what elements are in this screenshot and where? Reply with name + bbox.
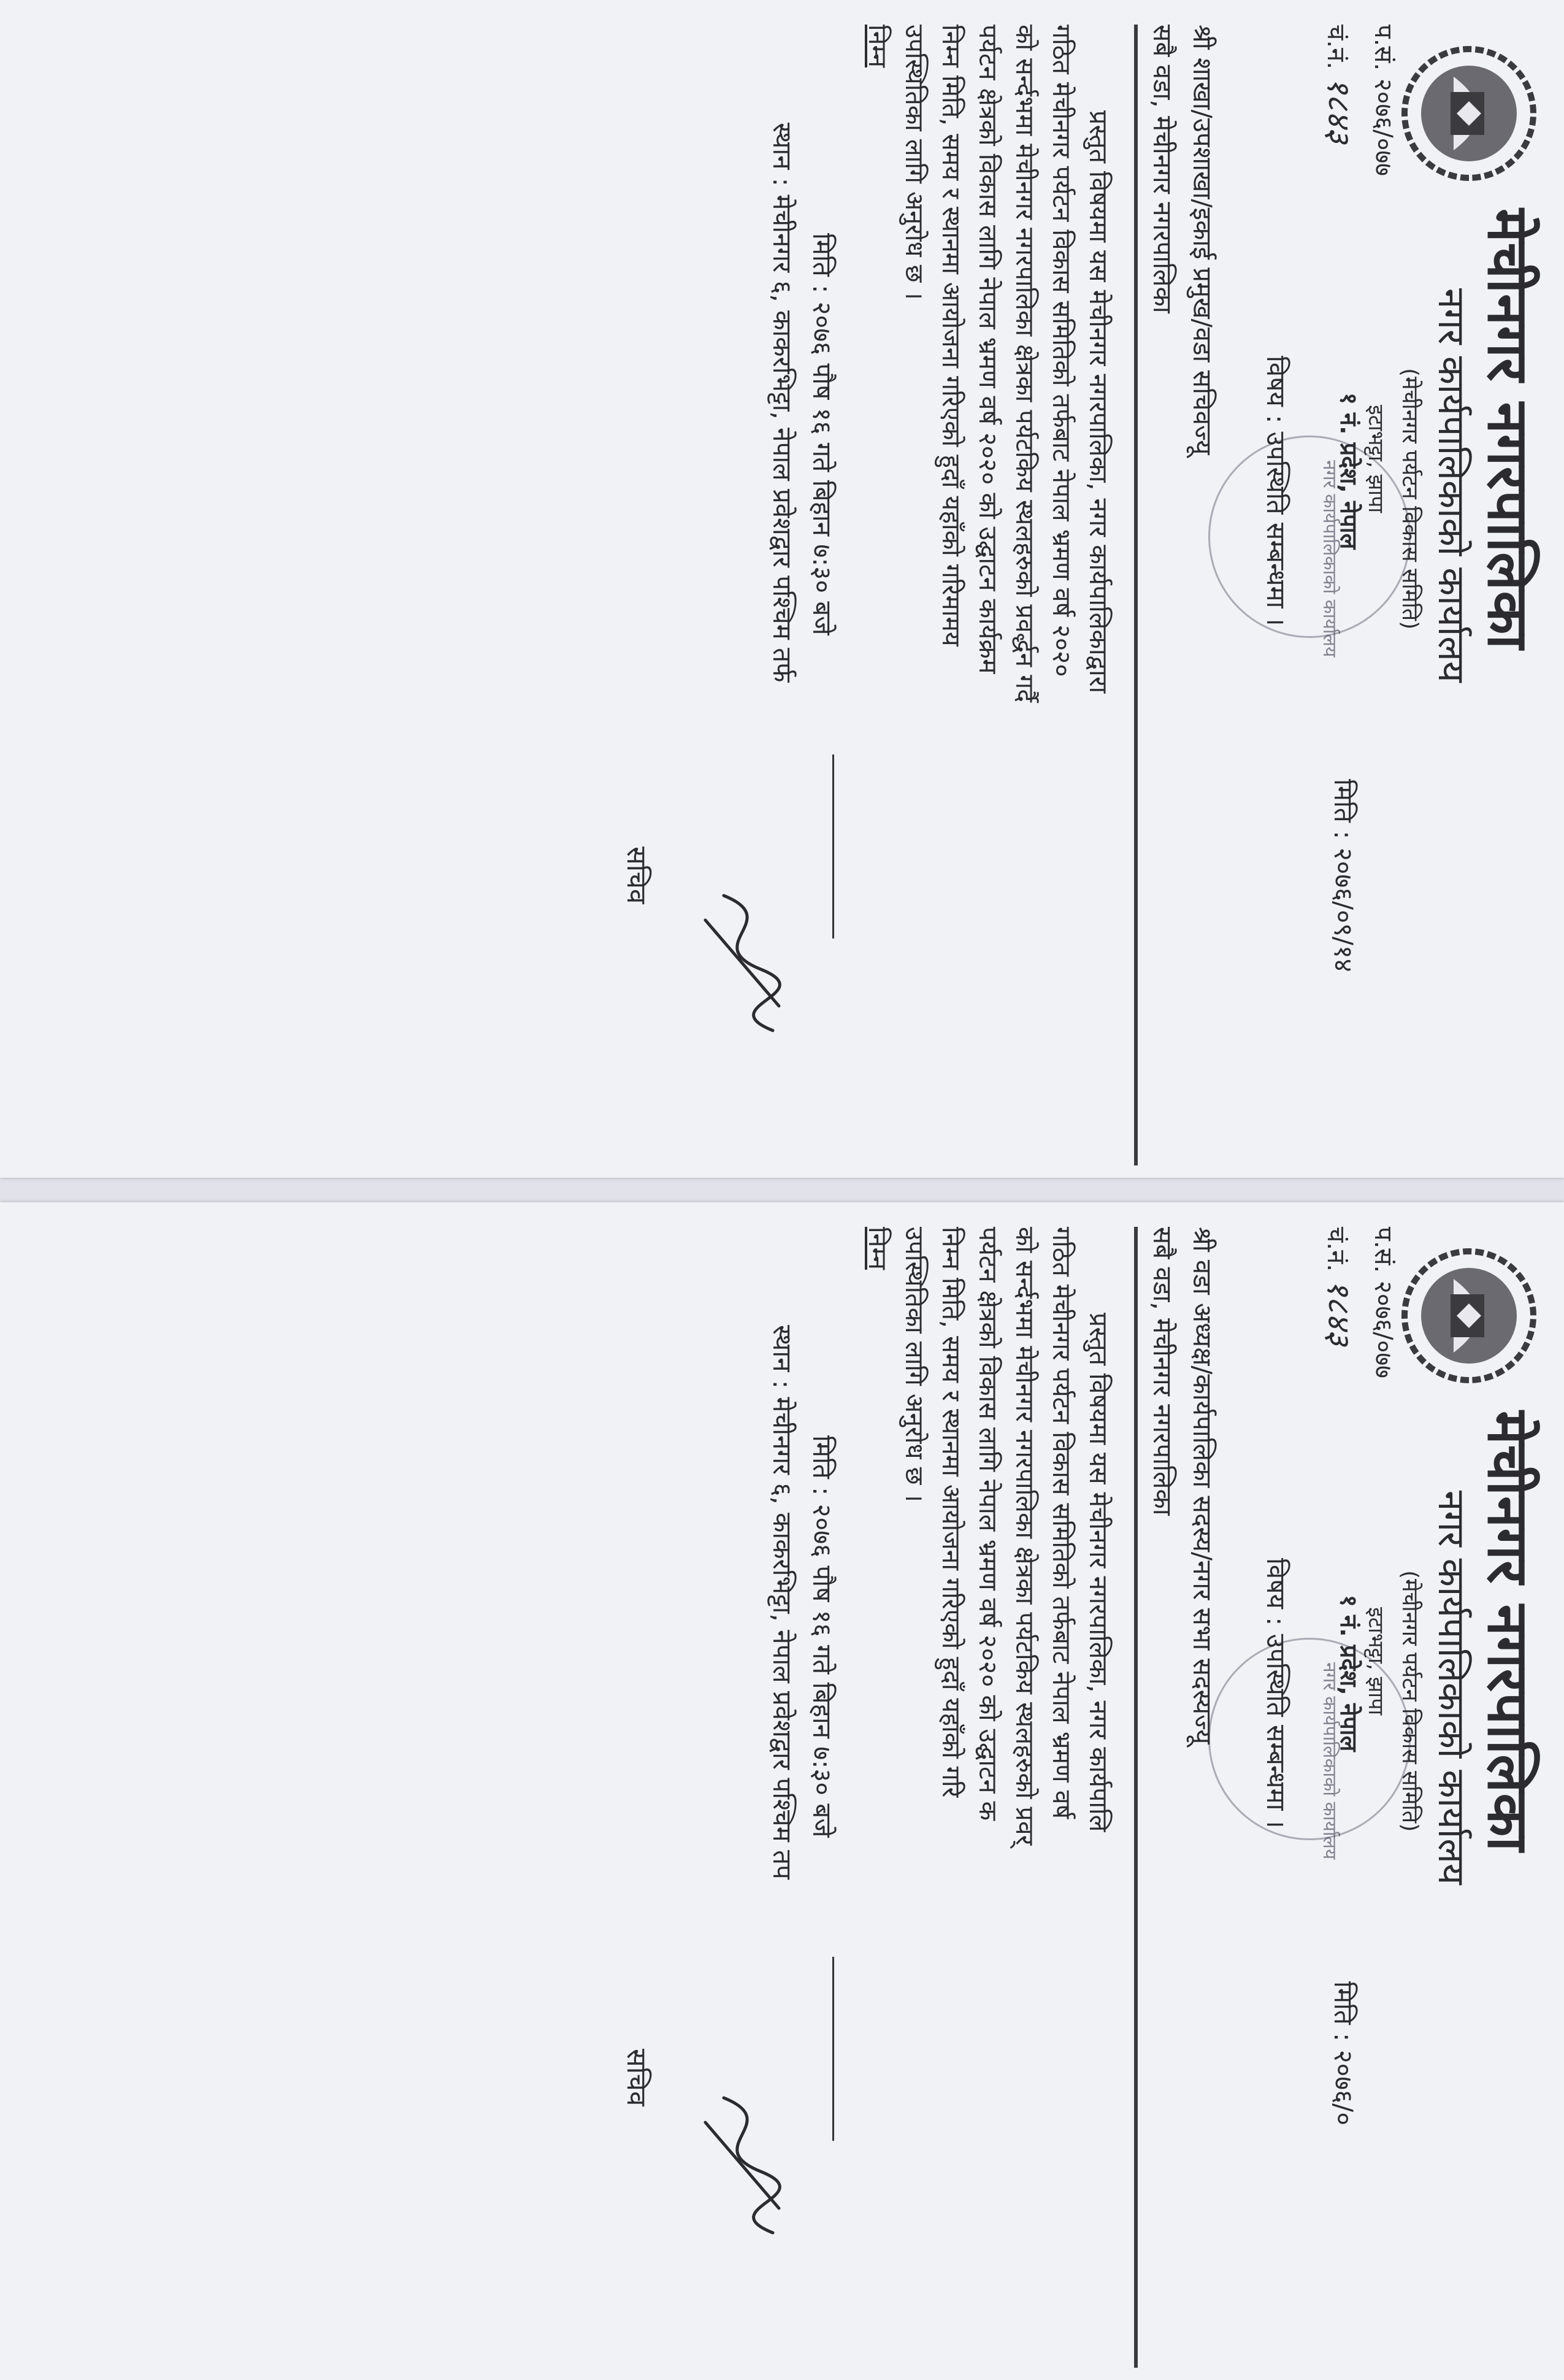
office-address: इटाभट्टा, झापा (1363, 1607, 1388, 1716)
letter-sheet-2 (0, 1202, 1564, 2380)
date-value: २०७६/० (1328, 2049, 1359, 2126)
office-name: नगर कार्यपालिकाको कार्यालय (1430, 1491, 1473, 1885)
subject-line: विषय : उपस्थिति सम्बन्धमा । (1261, 1558, 1291, 1829)
date-label: मिति : (1328, 779, 1359, 840)
dispatch-label: चं.नं. (1322, 25, 1350, 70)
body-line: उपस्थितिका लागि अनुरोध छ । (900, 25, 929, 301)
body-line: प्रस्तुत विषयमा यस मेचीनगर नगरपालिका, नगर कार्यपालिकाद्वारा (1084, 110, 1113, 694)
body-line: निम्न मिति, समय र स्थानमा आयोजना गरिएको हुदाँ यहाँको गरिमामय (937, 25, 966, 647)
dispatch-value: १८४३ (1320, 77, 1357, 144)
province: १ नं. प्रदेश, नेपाल (1335, 393, 1362, 550)
subject-line: विषय : उपस्थिति सम्बन्धमा । (1261, 356, 1291, 626)
dispatch-value: १८४३ (1320, 1279, 1357, 1346)
body-line: निम्न (863, 25, 892, 67)
province: १ नं. प्रदेश, नेपाल (1335, 1595, 1362, 1752)
body-line: पर्यटन क्षेत्रको विकास लागि नेपाल भ्रमण वर्ष २०२० को उद्घाटन क (973, 1227, 1003, 1821)
stamp-ring (1208, 436, 1411, 638)
dispatch-label: चं.नं. (1322, 1227, 1350, 1272)
committee-name: (मेचीनगर पर्यटन विकास समिति) (1397, 1570, 1422, 1832)
body-line: प्रस्तुत विषयमा यस मेचीनगर नगरपालिका, नगर कार्यपालि (1084, 1313, 1113, 1832)
body-line: पर्यटन क्षेत्रको विकास लागि नेपाल भ्रमण वर्ष २०२० को उद्घाटन कार्यक्रम (973, 25, 1003, 674)
letter-date (1327, 779, 1362, 972)
letter-sheet-1 (0, 0, 1564, 1178)
letter-content (0, 1202, 1564, 2380)
municipality-logo-icon (1398, 1245, 1539, 1386)
office-stamp (1208, 1638, 1411, 1860)
divider (1134, 1227, 1138, 2368)
signature-icon (687, 883, 797, 1055)
signature-line (832, 754, 834, 939)
committee-name: (मेचीनगर पर्यटन विकास समिति) (1397, 368, 1422, 630)
event-date: मिति : २०७६ पौष १६ गते बिहान ७:३० बजे (807, 233, 837, 635)
stamp-ring (1208, 1638, 1411, 1840)
office-address: इटाभट्टा, झापा (1363, 405, 1388, 513)
dispatch-number (1318, 25, 1362, 144)
signature-line (832, 1957, 834, 2141)
stamp-text: नगर कार्यपालिकाको कार्यालय (1319, 1662, 1340, 1860)
stamp-text: नगर कार्यपालिकाको कार्यालय (1319, 460, 1340, 658)
organization-name: मेचीनगर नगरपालिका (1475, 1411, 1541, 1852)
divider (1134, 25, 1138, 1165)
recipient: श्री वडा अध्यक्ष/कार्यपालिका सदस्य/नगर सभा सदस्यज्यू (1187, 1227, 1217, 1745)
body-line: गठित मेचीनगर पर्यटन विकास समितिको तर्फबाट नेपाल भ्रमण वर्ष (1047, 1227, 1076, 1819)
office-name: नगर कार्यपालिकाको कार्यालय (1430, 288, 1473, 683)
body-line: को सर्न्दभमा मेचीनगर नगरपालिका क्षेत्रका पर्यटकिय स्थलहरुको प्रवर् (1010, 1227, 1040, 1846)
event-place: स्थान : मेचीनगर ६, काकरभिट्टा, नेपाल प्रवेशद्वार पश्चिम तप (767, 1325, 797, 1879)
event-place: स्थान : मेचीनगर ६, काकरभिट्टा, नेपाल प्रवेशद्वार पश्चिम तर्फ (767, 123, 797, 683)
reference-number: प.सं. २०७६/०७७ (1369, 1227, 1397, 1378)
date-label: मिति : (1328, 1981, 1359, 2042)
body-line: निम्न मिति, समय र स्थानमा आयोजना गरिएको हुदाँ यहाँको गरि (937, 1227, 966, 1798)
letter-date (1327, 1981, 1362, 2125)
body-line: निम्न (863, 1227, 892, 1270)
recipient: श्री शाखा/उपशाखा/इकाई प्रमुख/वडा सचिवज्यू (1187, 25, 1217, 455)
letter-content (0, 0, 1564, 1178)
dispatch-number (1318, 1227, 1362, 1346)
recipient-location: सबै वडा, मेचीनगर नगरपालिका (1148, 1227, 1178, 1516)
body-line: गठित मेचीनगर पर्यटन विकास समितिको तर्फबाट नेपाल भ्रमण वर्ष २०२० (1047, 25, 1076, 677)
event-date: मिति : २०७६ पौष १६ गते बिहान ७:३० बजे (807, 1435, 837, 1838)
recipient-location: सबै वडा, मेचीनगर नगरपालिका (1148, 25, 1178, 313)
reference-number: प.सं. २०७६/०७७ (1369, 25, 1397, 176)
signature-icon (687, 2086, 797, 2257)
organization-name: मेचीनगर नगरपालिका (1475, 209, 1541, 650)
municipality-logo-icon (1398, 43, 1539, 184)
signatory-title: सचिव (621, 846, 652, 904)
office-stamp (1208, 436, 1411, 658)
body-line: को सर्न्दभमा मेचीनगर नगरपालिका क्षेत्रका पर्यटकिय स्थलहरुको प्रवर्द्धन गर्दै (1010, 25, 1040, 703)
body-line: उपस्थितिका लागि अनुरोध छ । (900, 1227, 929, 1503)
signatory-title: सचिव (621, 2049, 652, 2106)
date-value: २०७६/०९/१४ (1328, 847, 1359, 972)
